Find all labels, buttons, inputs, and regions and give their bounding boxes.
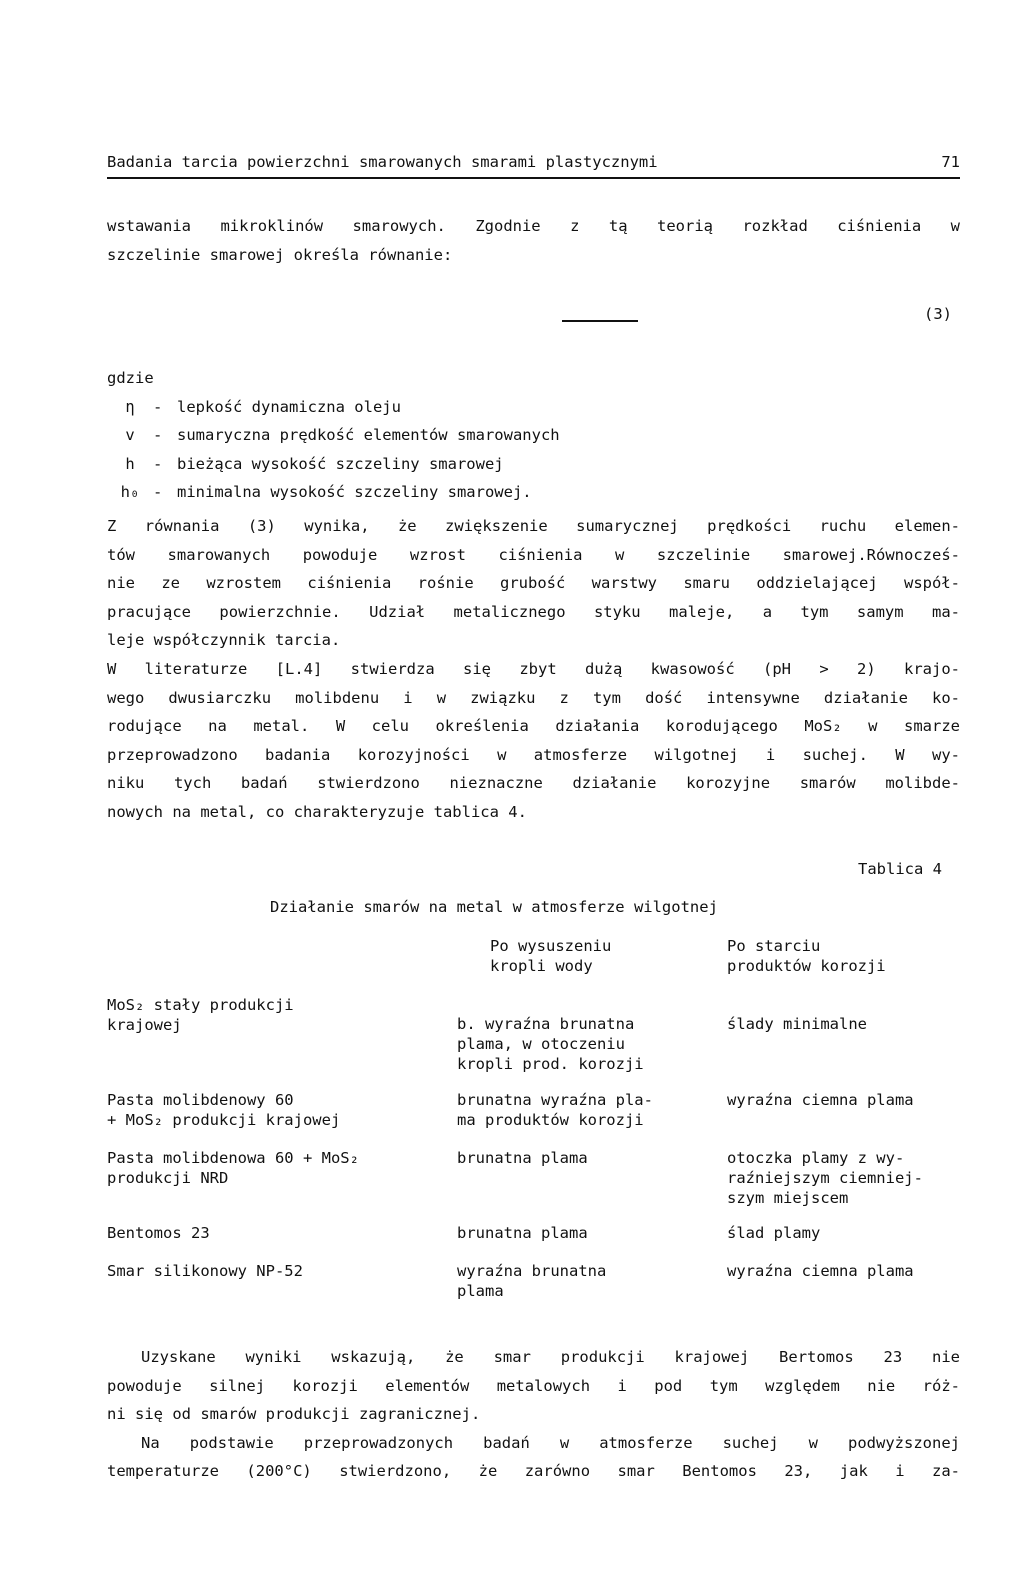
text-line: szczelinie smarowej określa równanie: [107, 245, 453, 264]
symbol: v [125, 426, 135, 444]
symbol-row [107, 421, 560, 450]
text-line: Z równania (3) wynika, że zwiększenie sumarycznej prędkości ruchu elemen- [107, 517, 960, 535]
text-line: nie ze wzrostem ciśnienia rośnie grubość warstwy smaru oddzielającej współ- [107, 574, 960, 592]
row-after-wiping: ślady minimalne [727, 1015, 867, 1033]
column-header-after-drying: Po wysuszeniu kropli wody [490, 937, 612, 975]
row-name: Smar silikonowy NP-52 [107, 1262, 303, 1280]
text-line: niku tych badań stwierdzono nieznaczne działanie korozyjne smarów molibde- [107, 774, 960, 792]
symbol-description: lepkość dynamiczna oleju [177, 397, 401, 416]
symbol-description: bieżąca wysokość szczeliny smarowej [177, 454, 504, 473]
where-label-text: gdzie [107, 369, 154, 387]
row-name: MoS₂ stały produkcji krajowej [107, 996, 294, 1034]
header-title: Badania tarcia powierzchni smarowanych smarami plastycznymi [107, 153, 658, 171]
symbol-row [107, 450, 560, 479]
row-after-drying: brunatna plama [457, 1224, 588, 1242]
text-line: Na podstawie przeprowadzonych badań w atmosferze suchej w podwyższonej [141, 1433, 960, 1452]
symbol: h₀ [120, 483, 140, 501]
text-line: ni się od smarów produkcji zagranicznej. [107, 1405, 481, 1423]
row-name: Bentomos 23 [107, 1224, 210, 1242]
symbol-description: sumaryczna prędkość elementów smarowanych [177, 426, 560, 444]
text-line: temperaturze (200°C) stwierdzono, że zarówno smar Bentomos 23, jak i za- [107, 1462, 960, 1480]
row-name: Pasta molibdenowa 60 + MoS₂ produkcji NRD [107, 1149, 359, 1187]
row-name: Pasta molibdenowy 60 + MoS₂ produkcji krajowej [107, 1091, 341, 1129]
text-line: wstawania mikroklinów smarowych. Zgodnie z tą teorią rozkład ciśnienia w [107, 217, 960, 235]
symbol-definitions [107, 364, 560, 507]
row-after-drying: wyraźna brunatna plama [457, 1262, 607, 1300]
text-line: rodujące na metal. W celu określenia działania korodującego MoS₂ w smarze [107, 717, 960, 735]
row-after-wiping: wyraźna ciemna plama [727, 1262, 914, 1280]
text-line: pracujące powierzchnie. Udział metalicznego styku maleje, a tym samym ma- [107, 602, 960, 621]
row-after-drying: brunatna wyraźna pla- ma produktów korozji [457, 1091, 653, 1129]
symbol-description: minimalna wysokość szczeliny smarowej. [177, 483, 532, 501]
running-header [107, 153, 960, 179]
table-label: Tablica 4 [858, 860, 942, 878]
equation-number: (3) [924, 305, 952, 323]
symbol: η [125, 397, 135, 416]
where-label [107, 364, 560, 393]
text-line: leje współczynnik tarcia. [107, 631, 341, 649]
table-title: Działanie smarów na metal w atmosferze wilgotnej [270, 898, 718, 916]
page-number: 71 [941, 153, 960, 171]
dash: - [153, 426, 163, 444]
paragraph-1 [107, 512, 960, 655]
paragraph-3-4 [107, 1343, 960, 1486]
dash: - [153, 397, 163, 416]
dash: - [153, 483, 163, 501]
symbol: h [125, 454, 135, 473]
text-line: Uzyskane wyniki wskazują, że smar produkcji krajowej Bertomos 23 nie [141, 1348, 960, 1366]
equation-placeholder-rule [562, 320, 638, 322]
text-line: W literaturze [L.4] stwierdza się zbyt dużą kwasowość (pH > 2) krajo- [107, 660, 960, 678]
row-after-wiping: wyraźna ciemna plama [727, 1091, 914, 1109]
row-after-drying: brunatna plama [457, 1149, 588, 1167]
text-line: powoduje silnej korozji elementów metalowych i pod tym względem nie róż- [107, 1376, 960, 1395]
text-line: przeprowadzono badania korozyjności w atmosferze wilgotnej i suchej. W wy- [107, 745, 960, 764]
text-line: nowych na metal, co charakteryzuje tablica 4. [107, 802, 527, 821]
paragraph-2 [107, 655, 960, 826]
intro-paragraph [107, 212, 960, 269]
symbol-row [107, 478, 560, 507]
row-after-drying: b. wyraźna brunatna plama, w otoczeniu kropli prod. korozji [457, 1015, 644, 1073]
dash: - [153, 454, 163, 473]
column-header-after-wiping: Po starciu produktów korozji [727, 937, 886, 975]
row-after-wiping: ślad plamy [727, 1224, 821, 1242]
row-after-wiping: otoczka plamy z wy- raźniejszym ciemniej- szym miejscem [727, 1149, 923, 1207]
symbol-row [107, 393, 560, 422]
text-line: tów smarowanych powoduje wzrost ciśnienia w szczelinie smarowej.Równocześ- [107, 545, 960, 564]
text-line: wego dwusiarczku molibdenu i w związku z tym dość intensywne działanie ko- [107, 688, 960, 707]
